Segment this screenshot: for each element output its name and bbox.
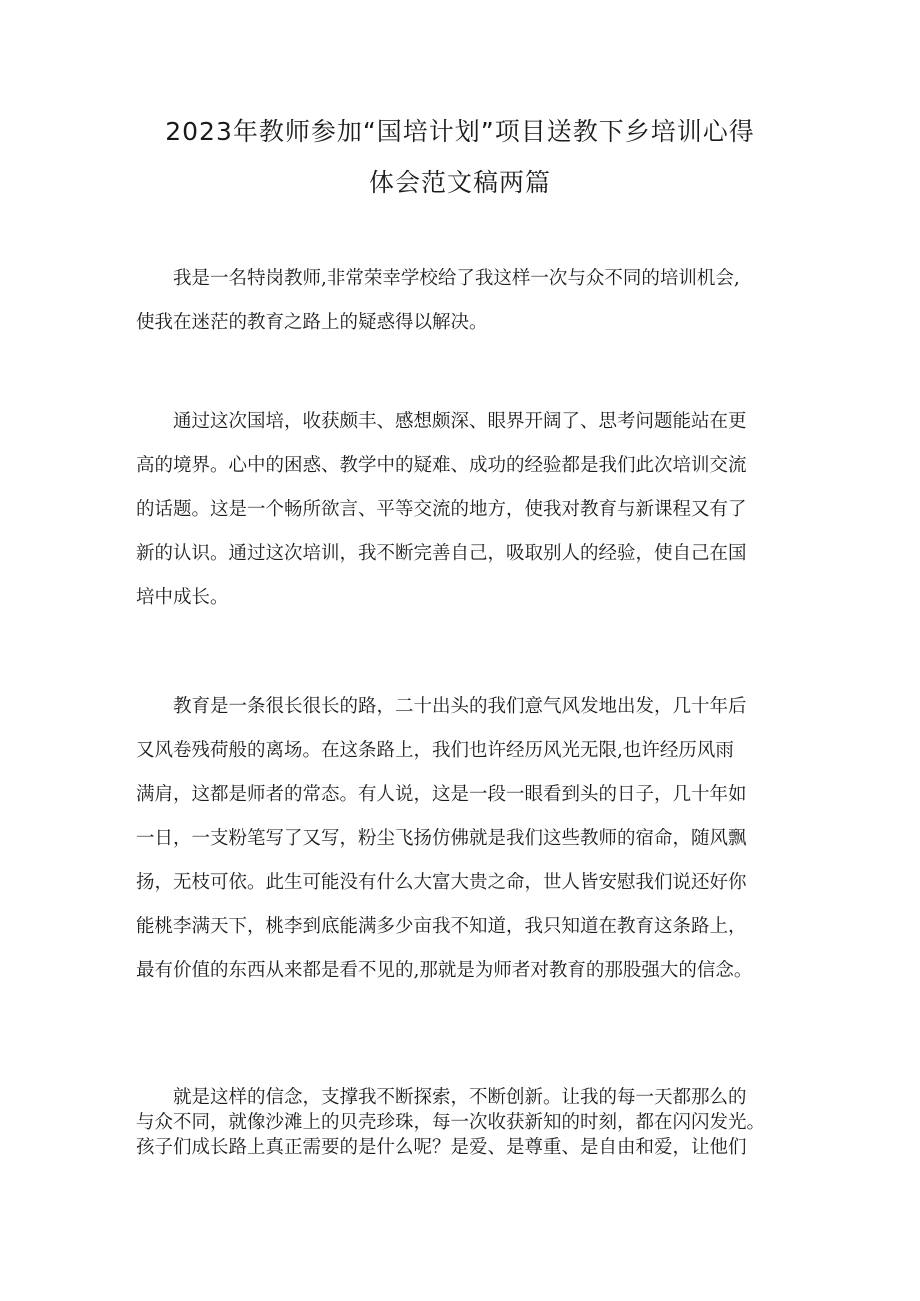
- paragraph-line: 教育是一条很长很长的路，二十出头的我们意气风发地出发，几十年后: [173, 696, 747, 717]
- paragraph-line: 与众不同，就像沙滩上的贝壳珍珠，每一次收获新知的时刻，都在闪闪发光。: [136, 1112, 766, 1133]
- paragraph-3: [136, 685, 796, 993]
- paragraph-4: [136, 1085, 796, 1160]
- paragraph-line: 孩子们成长路上真正需要的是什么呢？是爱、是尊重、是自由和爱，让他们: [136, 1137, 747, 1158]
- document-title-line-1: 2023年教师参加“国培计划”项目送教下乡培训心得: [165, 117, 755, 146]
- paragraph-line: 使我在迷茫的教育之路上的疑惑得以解决。: [136, 312, 488, 333]
- paragraph-line: 满肩，这都是师者的常态。有人说，这是一段一眼看到头的日子，几十年如: [136, 784, 747, 805]
- paragraph-1: [136, 257, 796, 345]
- paragraph-line: 的话题。这是一个畅所欲言、平等交流的地方，使我对教育与新课程又有了: [136, 499, 747, 520]
- paragraph-line: 我是一名特岗教师,非常荣幸学校给了我这样一次与众不同的培训机会,: [173, 268, 740, 289]
- paragraph-line: 高的境界。心中的困惑、教学中的疑难、成功的经验都是我们此次培训交流: [136, 455, 747, 476]
- paragraph-line: 最有价值的东西从来都是看不见的,那就是为师者对教育的那股强大的信念。: [136, 960, 753, 981]
- document-title-line-2: 体会范文稿两篇: [368, 168, 551, 197]
- paragraph-line: 一日，一支粉笔写了又写，粉尘飞扬仿佛就是我们这些教师的宿命，随风飘: [136, 828, 747, 849]
- paragraph-line: 能桃李满天下，桃李到底能满多少亩我不知道，我只知道在教育这条路上，: [136, 916, 747, 937]
- paragraph-line: 通过这次国培，收获颇丰、感想颇深、眼界开阔了、思考问题能站在更: [173, 411, 747, 432]
- paragraph-line: 又风卷残荷般的离场。在这条路上，我们也许经历风光无限,也许经历风雨: [136, 740, 734, 761]
- paragraph-line: 新的认识。通过这次培训，我不断完善自己，吸取别人的经验，使自己在国: [136, 543, 747, 564]
- paragraph-line: 扬，无枝可依。此生可能没有什么大富大贵之命，世人皆安慰我们说还好你: [136, 872, 747, 893]
- paragraph-line: 培中成长。: [136, 587, 229, 608]
- paragraph-line: 就是这样的信念，支撑我不断探索，不断创新。让我的每一天都那么的: [173, 1087, 747, 1108]
- paragraph-2: [136, 400, 796, 620]
